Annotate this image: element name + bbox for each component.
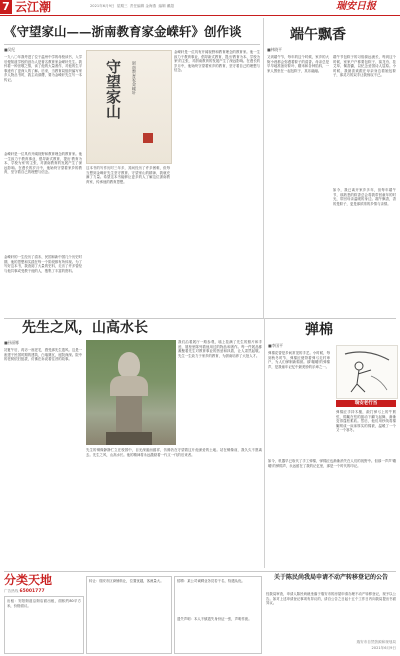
notice-date: 2021年6月9日 (371, 646, 396, 650)
notice-title: 关于陈民尚我局申请不动产转移登记的公告 (273, 574, 388, 581)
tanmian-para-1: 弹棉花曾是乡间常见的手艺。小时候，每到秋冬时节，弹棉匠便背着弹弓走村串户，为人们弹制新棉被。那'嘣嘣'的弹棉声，是我童年记忆中最美妙的乐章之一。 (268, 351, 330, 369)
ad-item-4: 遗失声明：本人不慎遗失身份证一张，声明作废。 (177, 617, 252, 621)
statue-pedestal (116, 396, 142, 436)
ad-box-3 (174, 576, 262, 654)
statue-shoulders (110, 376, 148, 396)
sketch-drawing (337, 346, 397, 398)
right-article-title: 端午飘香 (290, 27, 346, 43)
main-article-para-1: 一九八〇年我考进了位于温州中学的母校读书，入学后便知道学校的创办人是著名教育家金嵘轩先生。我怀着一种崇敬之情，读了他的大量著作，对他的生平事迹有了更深入的了解。后来，当教育局组织编写家乡人物丛书时，我主动请缨，要为金嵘轩先生写一本传记。 (4, 55, 82, 82)
right-article-author: ■林晓平 (267, 47, 282, 52)
notice-body: 经我局审查，申请人陈民尚就坐落于瑞安市的房屋申请办理不动产转移登记，现予以公告。如对上述申请登记事项有异议的，请自公告之日起十五个工作日内向我局提出书面异议。 (266, 592, 396, 606)
main-article-title: 《守望家山——浙南教育家金嵘轩》创作谈 (4, 24, 242, 39)
book-cover-seal (143, 133, 153, 143)
main-article-para-4: 这本书的写作历时三年多，其间经历了许多困难，但每当想到金嵘轩先生坚守教育、守望家山的精神，我就充满了力量。希望这本书能够让更多的人了解这位浙南教育家，传承他的教育思想。 (86, 166, 170, 184)
main-article-author: ■吴纪 (4, 47, 16, 52)
column-rule-2 (264, 318, 265, 568)
masthead-logo: 瑞安日报 (336, 1, 376, 12)
tanmian-title: 弹棉 (305, 322, 333, 338)
bottom-article-title: 先生之风，山高水长 (22, 320, 148, 336)
book-cover (86, 50, 172, 164)
tanmian-sketch (336, 345, 398, 399)
ad-section-title: 分类天地 (4, 573, 53, 587)
bottom-rule (4, 571, 396, 572)
page-number-badge: 7 (0, 0, 12, 14)
right-article-para-3: 如今，我已离开家乡多年，但每年端午节，那熟悉的粽香总会将我带回童年的时光，带回母亲温暖的身边。端午飘香，香的是粽子，更是那浓浓的乡情与亲情。 (333, 188, 396, 206)
bottom-article-author: ■孙丽娜 (4, 340, 19, 345)
ad-item-1: 出租：安阳街道沿街店面出租，面积约80平方米，价格面议。 (7, 599, 81, 608)
statue-photo (86, 340, 176, 445)
ad-hotline: 广告热线 65001777 (4, 589, 45, 594)
book-cover-title: 守望家山 (104, 59, 122, 119)
right-article-para-2: 端午节包粽子的习俗源远流长，每到这个时候，家家户户都要包粽子、赛龙舟、挂艾草、佩香囊，以纪念爱国诗人屈原。小时候，我最喜欢跟在母亲身边看她包粽子，那灵巧的双手让我惊叹不已。 (333, 55, 396, 78)
bottom-article-para-2: 我们沿着展厅一路参观，墙上挂满了先生的照片和手迹，展柜里陈列着他用过的物品和著作。每一件展品都凝聚着先生对教育事业的热爱和执着，让人肃然起敬。先生一生致力于家乡的教育，为浙南培养了大批人才。 (178, 340, 262, 358)
title-rule (4, 44, 260, 45)
tanmian-author: ■李国平 (268, 343, 283, 348)
right-article-para-1: 又到端午节，每年的这个时候，家乡的大街小巷都会弥漫着粽子的清香。母亲总是早早地准备好粽叶、糯米和各种馅料，一家人围坐在一起包粽子，其乐融融。 (267, 55, 329, 73)
section-title: 云江潮 (15, 0, 52, 14)
main-article-para-2: 金嵘轩是一位具有开阔视野和教育理念的教育家。他一生致力于教育事业，倡导新式教育，提出'教育为本、学校为家'的主张，对浙南教育的发展产生了深远影响。在漫长的岁月中，他始终守望着家乡的教育，坚守着自己的理想与信念。 (4, 152, 82, 175)
tanmian-para-2: 弹棉匠手持木槌，敲打弹弓上的牛筋弦，棉絮在弦的振动下翻飞起舞，渐渐变得蓬松柔软。然后，他们用纱线将棉絮网成一床床厚实的棉被，温暖了一个又一个寒冬。 (336, 410, 396, 433)
ad-item-2: 转让：瑞安市区商铺转让，位置优越，客流量大。 (89, 579, 164, 583)
book-cover-subtitle: 浙南教育家金嵘轩 (132, 61, 137, 95)
tanmian-para-3: 如今，机器早已取代了手工弹棉，弹棉匠也渐渐消失在人们的视野中。但那一声声'嘣嘣'的弹棉声，永远留在了我的记忆里，那是一个时代的印记。 (268, 459, 396, 468)
column-rule (263, 18, 264, 318)
ad-box-2 (86, 576, 172, 654)
header-rule (0, 15, 400, 16)
date-line: 2021年6月9日 星期三 责任编辑 金海燕 编辑 戴超 (90, 4, 175, 8)
notice-issuer: 瑞安市自然资源和规划局 (356, 640, 396, 644)
bottom-article-para-3: 先生的铜像静静伫立在校园中，目光深邃而慈祥，仿佛仍在守望着这片他深爱的土地。站在铜像前，我久久不愿离去。先生之风，山高水长。他的精神将永远激励着一代又一代的后来者。 (86, 448, 262, 457)
statue-base (106, 432, 152, 445)
main-article-para-3: 金嵘轩的一生经历了清末、民国和新中国几个历史时期，他的思想和实践在每一个阶段都有所体现。为了写好这本书，我查阅了大量的史料，走访了许多曾经与他共事或受教于他的人，搜集了丰富的资料。 (4, 255, 82, 273)
ad-box-1 (4, 596, 84, 654)
statue-bust (118, 352, 140, 378)
main-article-para-2b: 金嵘轩是一位具有开阔视野和教育理念的教育家。他一生致力于教育事业，倡导新式教育，提出'教育为本、学校为家'的主张，对浙南教育的发展产生了深远影响。在漫长的岁月中，他始终守望着家乡的教育，坚守着自己的理想与信念。 (174, 50, 260, 73)
mid-rule (4, 318, 396, 319)
bottom-article-para-1: 初夏午后，再访一座老宅，感受那先生遗风。这是一座建于民国时期的建筑，白墙黛瓦，庭院深深。院中的老树依旧挺拔，仿佛在诉说着往昔的故事。 (4, 348, 82, 362)
ruianke-banner: 瑞安老行当 (336, 400, 396, 407)
ad-item-3: 招聘：某公司诚聘业务员若干名，待遇从优。 (177, 579, 245, 583)
